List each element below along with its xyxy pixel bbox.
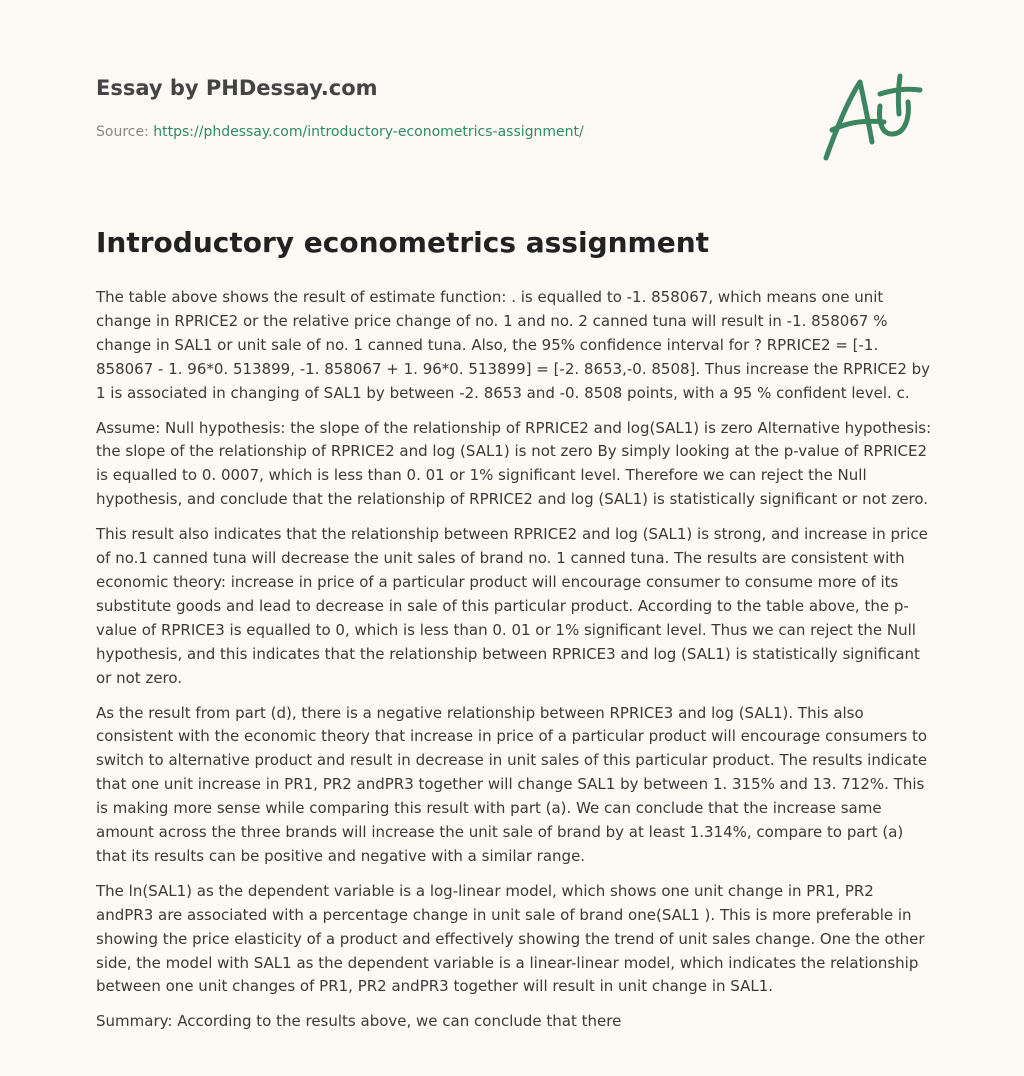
a-plus-logo-icon <box>818 70 926 166</box>
source-label: Source: <box>96 124 149 140</box>
essay-paragraph: As the result from part (d), there is a negative relationship between RPRICE3 and log (SAL1). This also consistent with the economic theory that increase in price of a particular product will encourage consumers to switch to alternative product and result in decrease in unit sales of this particular product. The results indicate that one unit increase in PR1, PR2 andPR3 together will change SAL1 by between 1. 315% and 13. 712%. This is making more sense while comparing this result with part (a). We can conclude that the increase same amount across the three brands will increase the unit sale of brand by at least 1.314%, compare to part (a) that its results can be positive and negative with a similar range. <box>96 703 928 865</box>
essay-paragraph: The ln(SAL1) as the dependent variable is a log-linear model, which shows one unit change in PR1, PR2 andPR3 are associated with a percentage change in unit sale of brand one(SAL1 ). This is more preferable in showing the price elasticity of a product and effectively showing the trend of unit sales change. One the other side, the model with SAL1 as the dependent variable is a linear-linear model, which indicates the relationship between one unit changes of PR1, PR2 andPR3 together will result in unit change in SAL1. <box>96 881 925 996</box>
essay-paragraph: This result also indicates that the relationship between RPRICE2 and log (SAL1) is strong, and increase in price of no.1 canned tuna will decrease the unit sales of brand no. 1 canned tuna. The results are consistent with economic theory: increase in price of a particular product will encourage consumer to consume more of its substitute goods and lead to decrease in sale of this particular product. According to the table above, the p-value of RPRICE3 is equalled to 0, which is less than 0. 01 or 1% significant level. Thus we can reject the Null hypothesis, and this indicates that the relationship between RPRICE3 and log (SAL1) is statistically significant or not zero. <box>96 525 928 687</box>
source-line <box>96 124 584 140</box>
site-title: Essay by PHDessay.com <box>96 76 378 100</box>
essay-paragraph: Assume: Null hypothesis: the slope of the relationship of RPRICE2 and log(SAL1) is zero Alternative hypothesis: the slope of the relationship of RPRICE2 and log (SAL1) is not zero By simply looking at the p-value of RPRICE2 is equalled to 0. 0007, which is less than 0. 01 or 1% significant level. Therefore we can reject the Null hypothesis, and conclude that the relationship of RPRICE2 and log (SAL1) is statistically significant or not zero. <box>96 418 932 509</box>
essay-paragraph: The table above shows the result of estimate function: . is equalled to -1. 858067, which means one unit change in RPRICE2 or the relative price change of no. 1 and no. 2 canned tuna will result in -1. 858067 % change in SAL1 or unit sale of no. 1 canned tuna. Also, the 95% confidence interval for ? RPRICE2 = [-1. 858067 - 1. 96*0. 513899, -1. 858067 + 1. 96*0. 513899] = [-2. 8653,-0. 8508]. Thus increase the RPRICE2 by 1 is associated in changing of SAL1 by between -2. 8653 and -0. 8508 points, with a 95 % confident level. c. <box>96 288 931 402</box>
essay-body <box>96 286 934 1045</box>
essay-paragraph: Summary: According to the results above, we can conclude that there <box>96 1012 622 1031</box>
essay-title: Introductory econometrics assignment <box>96 226 710 259</box>
source-link[interactable]: https://phdessay.com/introductory-econometrics-assignment/ <box>153 124 584 140</box>
